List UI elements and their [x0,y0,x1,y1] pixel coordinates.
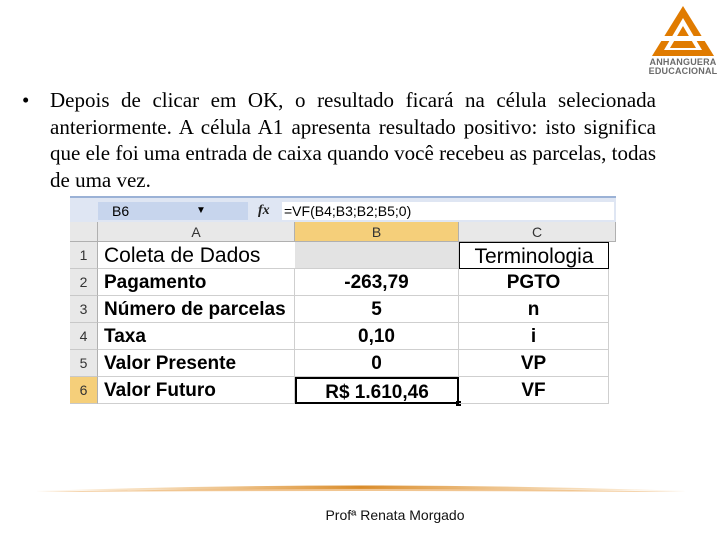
cell-c6[interactable]: VF [459,377,609,404]
cell-a4[interactable]: Taxa [98,323,295,350]
row-header[interactable]: 3 [70,296,98,323]
column-header-a[interactable]: A [98,222,295,242]
column-header-b[interactable]: B [295,222,459,242]
cell-a1[interactable]: Coleta de Dados [98,242,295,269]
formula-input[interactable]: =VF(B4;B3;B2;B5;0) [282,202,614,220]
column-headers [70,222,616,242]
row-header[interactable]: 5 [70,350,98,377]
table-row [70,242,616,269]
table-row [70,377,616,404]
cell-c4[interactable]: i [459,323,609,350]
cell-b1[interactable] [295,242,459,269]
table-row [70,269,616,296]
cell-c3[interactable]: n [459,296,609,323]
logo-line-1: ANHANGUERA [649,57,717,67]
name-box-dropdown-icon[interactable]: ▼ [196,205,206,216]
logo-triangle-icon [648,4,718,58]
cell-c2[interactable]: PGTO [459,269,609,296]
cell-b6-value: R$ 1.610,46 [325,382,429,403]
cell-a3[interactable]: Número de parcelas [98,296,295,323]
select-all-corner[interactable] [70,222,98,242]
row-header[interactable]: 4 [70,323,98,350]
table-row [70,323,616,350]
anhanguera-logo [648,4,718,76]
table-row [70,350,616,377]
column-header-c[interactable]: C [459,222,616,242]
cell-a2[interactable]: Pagamento [98,269,295,296]
row-header[interactable]: 1 [70,242,98,269]
cell-c5[interactable]: VP [459,350,609,377]
fx-icon[interactable]: fx [258,203,270,218]
bullet-paragraph [20,87,656,193]
cell-grid [70,242,616,406]
cell-b3[interactable]: 5 [295,296,459,323]
row-header[interactable]: 6 [70,377,98,404]
cell-a6[interactable]: Valor Futuro [98,377,295,404]
footer-author: Profª Renata Morgado [325,507,465,523]
cell-b2[interactable]: -263,79 [295,269,459,296]
bullet-glyph: • [22,88,30,112]
spreadsheet [70,196,616,412]
formula-bar [70,196,616,224]
cell-b6-selected[interactable] [295,377,459,404]
table-row [70,296,616,323]
logo-line-2: EDUCACIONAL [648,66,718,76]
decorative-swoosh [36,482,686,498]
row-header[interactable]: 2 [70,269,98,296]
cell-c1[interactable]: Terminologia [459,242,609,269]
cell-b4[interactable]: 0,10 [295,323,459,350]
cell-a5[interactable]: Valor Presente [98,350,295,377]
cell-b5[interactable]: 0 [295,350,459,377]
bullet-text: Depois de clicar em OK, o resultado ficará na célula selecionada anteriormente. A célula A1 apresenta resultado positivo: isto significa que ele foi uma entrada de caixa quando você recebeu as parcelas, todas de uma vez. [50,88,656,192]
name-box[interactable]: B6 [98,202,248,220]
